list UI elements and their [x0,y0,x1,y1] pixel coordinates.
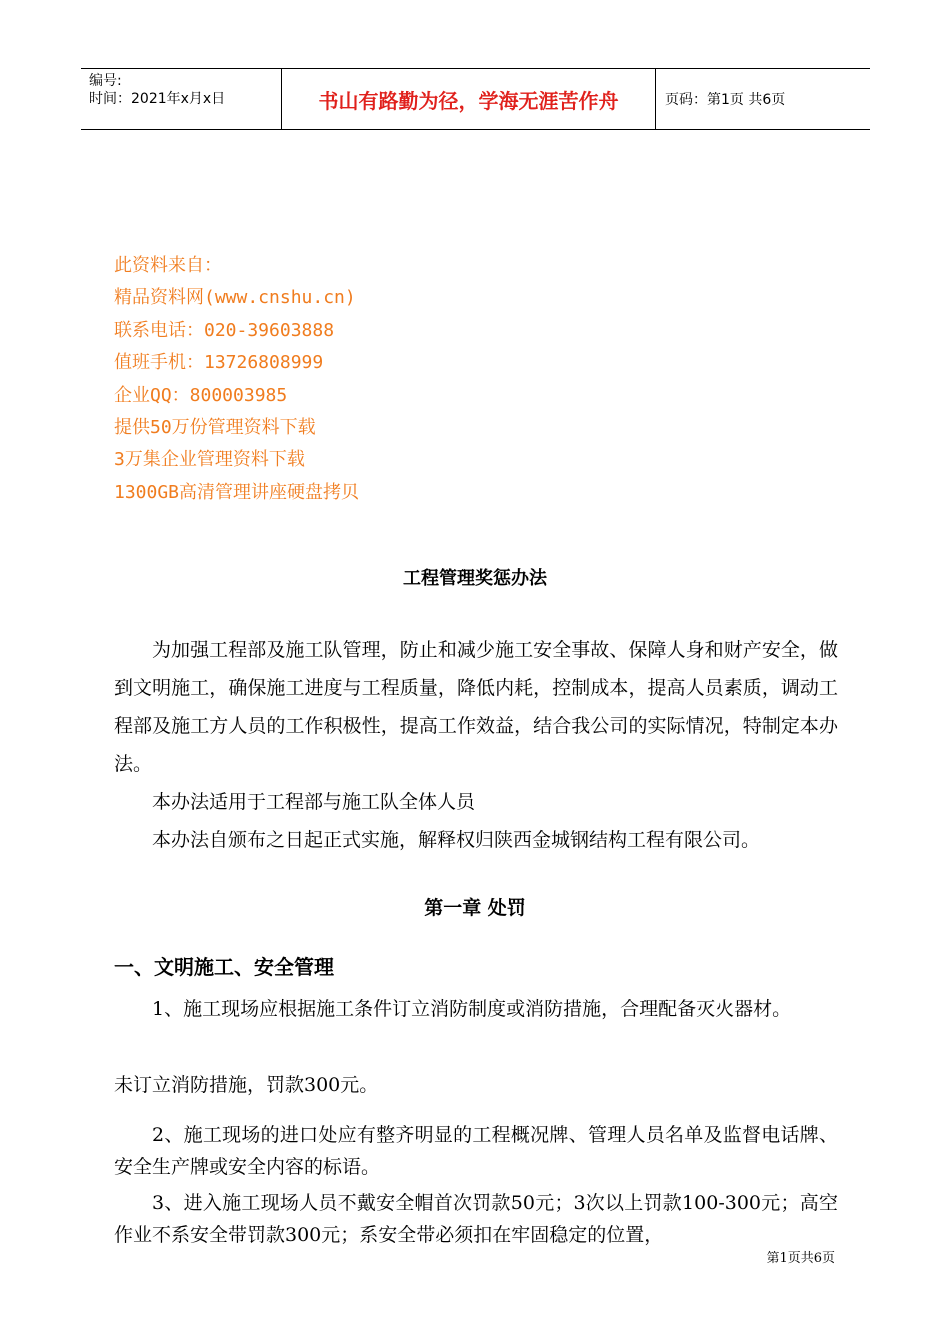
item-1-penalty [114,1066,838,1104]
source-line: 企业QQ：800003985 [114,384,288,406]
intro-paragraph: 本办法自颁布之日起正式实施，解释权归陕西金城钢结构工程有限公司。 [152,829,761,851]
source-line: 1300GB高清管理讲座硬盘拷贝 [114,481,360,503]
item-3 [114,1187,838,1251]
intro-paragraph: 为加强工程部及施工队管理，防止和减少施工安全事故、保障人身和财产安全，做到文明施工，确保施工进度与工程质量，降低内耗，控制成本，提高人员素质，调动工程部及施工方人员的工作积极性，提高工作效益，结合我公司的实际情况，特制定本办法。 [114,639,838,775]
source-line: 联系电话：020-39603888 [114,319,335,341]
section-heading: 一、文明施工、安全管理 [114,955,334,979]
chapter-heading: 第一章 处罚 [424,897,526,919]
document-title: 工程管理奖惩办法 [403,568,547,589]
header-motto: 书山有路勤为径，学海无涯苦作舟 [281,69,656,129]
source-line: 此资料来自： [114,255,222,276]
intro-paragraph: 本办法适用于工程部与施工队全体人员 [152,791,476,813]
time-label: 时间：2021年x月x日 [89,91,226,107]
source-line: 提供50万份管理资料下载 [114,416,316,438]
source-line: 精品资料网(www.cnshu.cn) [114,287,356,309]
intro-block [114,631,838,859]
source-info-block [114,250,359,509]
item-text: 未订立消防措施，罚款300元。 [114,1074,379,1096]
header-meta [81,69,281,129]
number-label: 编号: [89,73,122,89]
page-footer: 第1页共6页 [766,1251,835,1266]
source-line: 3万集企业管理资料下载 [114,449,305,471]
page-header [81,68,870,130]
item-text: 1、施工现场应根据施工条件订立消防制度或消防措施，合理配备灭火器材。 [152,998,792,1020]
item-text: 3、进入施工现场人员不戴安全帽首次罚款50元；3次以上罚款100-300元；高空作业不系安全带罚款300元；系安全带必须扣在牢固稳定的位置， [114,1192,838,1246]
item-2 [114,1119,838,1183]
item-text: 2、施工现场的进口处应有整齐明显的工程概况牌、管理人员名单及监督电话牌、安全生产牌或安全内容的标语。 [114,1124,838,1178]
header-page-info: 页码：第1页 共6页 [665,92,786,108]
source-line: 值班手机：13726808999 [114,352,324,374]
item-1 [114,993,838,1025]
